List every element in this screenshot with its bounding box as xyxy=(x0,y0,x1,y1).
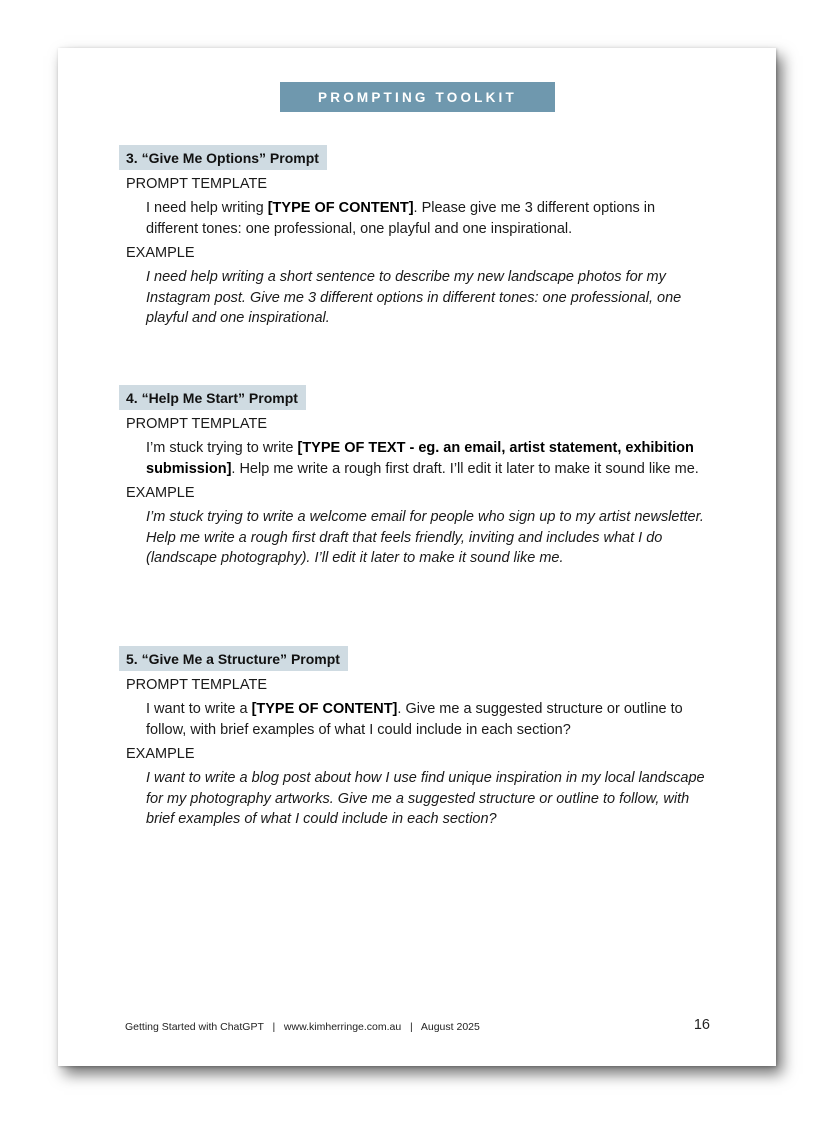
page-footer: Getting Started with ChatGPT | www.kimherringe.com.au | August 2025 xyxy=(125,1021,480,1033)
template-label: PROMPT TEMPLATE xyxy=(126,416,267,432)
section-heading: 4. “Help Me Start” Prompt xyxy=(119,385,306,410)
prompt-section xyxy=(58,646,776,830)
template-text-end: . Please give me 3 different options in different tones: one professional, one playful and one inspirational. xyxy=(146,200,656,237)
template-placeholder: [TYPE OF CONTENT] xyxy=(267,200,414,216)
section-heading: 5. “Give Me a Structure” Prompt xyxy=(119,646,348,671)
template-placeholder: [TYPE OF CONTENT] xyxy=(251,701,398,717)
page-number: 16 xyxy=(693,1017,710,1033)
prompt-section xyxy=(58,145,776,329)
template-text-start: I want to write a xyxy=(146,701,252,717)
example-text: I need help writing a short sentence to describe my new landscape photos for my Instagram post. Give me 3 different options in different tones: one professional, one playful and one inspirational. xyxy=(146,269,682,326)
example-text: I’m stuck trying to write a welcome email for people who sign up to my artist newsletter. Help me write a rough first draft that feels friendly, inviting and includes what I do (landscape photography). I’ll edit it later to make it sound like me. xyxy=(146,509,704,566)
template-label: PROMPT TEMPLATE xyxy=(126,677,267,693)
template-label: PROMPT TEMPLATE xyxy=(126,176,267,192)
example-label: EXAMPLE xyxy=(126,746,195,762)
template-text-start: I’m stuck trying to write xyxy=(146,440,298,456)
document-page xyxy=(58,48,776,1066)
example-label: EXAMPLE xyxy=(126,245,195,261)
prompt-section xyxy=(58,385,776,569)
template-text xyxy=(146,699,711,740)
example-text: I want to write a blog post about how I use find unique inspiration in my local landscape for my photography artworks. Give me a suggested structure or outline to follow, with brief examples of what I could include in each section? xyxy=(146,770,705,827)
template-text-start: I need help writing xyxy=(146,200,268,216)
template-placeholder: [TYPE OF TEXT - eg. an email, artist statement, exhibition submission] xyxy=(146,440,694,477)
example-label: EXAMPLE xyxy=(126,485,195,501)
template-text xyxy=(146,198,711,239)
template-text xyxy=(146,438,711,479)
template-text-end: . Give me a suggested structure or outline to follow, with brief examples of what I could include in each section? xyxy=(146,701,683,738)
template-text-end: . Help me write a rough first draft. I’ll edit it later to make it sound like me. xyxy=(231,460,699,477)
page-banner: PROMPTING TOOLKIT xyxy=(280,82,555,112)
section-heading: 3. “Give Me Options” Prompt xyxy=(119,145,327,170)
